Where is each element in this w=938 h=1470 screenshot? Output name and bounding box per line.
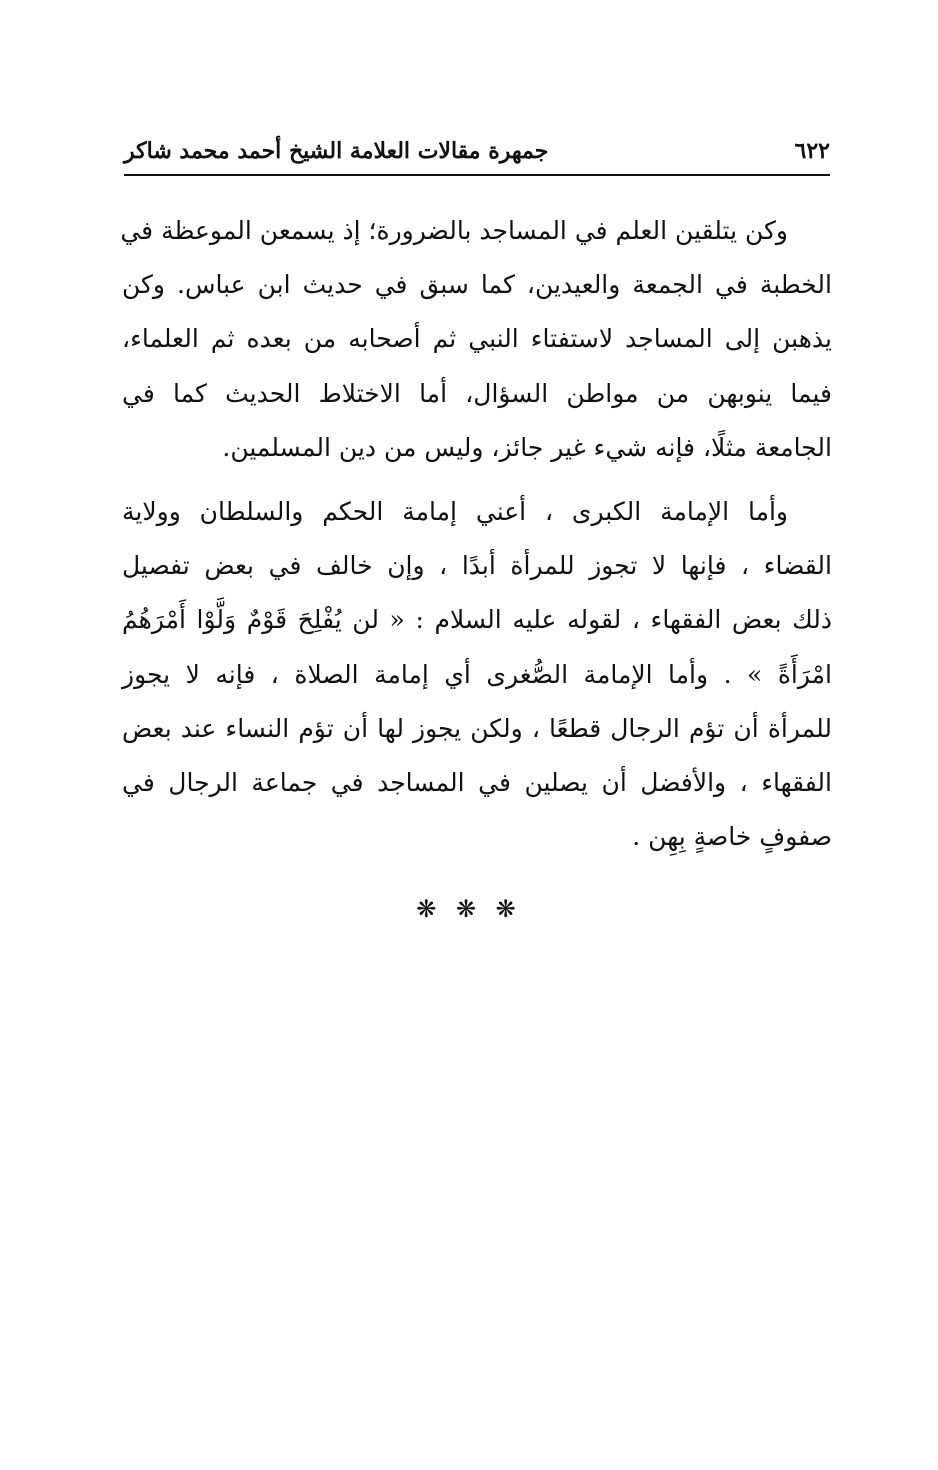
paragraph-2 xyxy=(122,485,832,864)
text-line: الفقهاء ، والأفضل أن يصلين في المساجد في جماعة الرجال في xyxy=(122,767,832,797)
text-line: الجامعة مثلًا، فإنه شيء غير جائز، وليس من دين المسلمين. xyxy=(222,432,832,462)
text-line: وأما الإمامة الكبرى ، أعني إمامة الحكم والسلطان وولاية xyxy=(122,496,788,526)
text-line: وكن يتلقين العلم في المساجد بالضرورة؛ إذ يسمعن الموعظة في xyxy=(120,216,788,245)
running-header xyxy=(124,130,830,176)
text-line: للمرأة أن تؤم الرجال قطعًا ، ولكن يجوز لها أن تؤم النساء عند بعض xyxy=(122,713,832,743)
text-line: القضاء ، فإنها لا تجوز للمرأة أبدًا ، وإن خالف في بعض تفصيل xyxy=(122,551,832,581)
text-line: صفوفٍ خاصةٍ بِهِن . xyxy=(632,822,832,852)
text-line: ذلك بعض الفقهاء ، لقوله عليه السلام : « لن يُفْلِحَ قَوْمٌ وَلَّوْا أَمْرَهُمُ xyxy=(122,605,832,635)
body-text xyxy=(122,204,832,864)
text-line: امْرَأَةً » . وأما الإمامة الصُّغرى أي إمامة الصلاة ، فإنه لا يجوز xyxy=(122,659,832,689)
text-line: الخطبة في الجمعة والعيدين، كما سبق في حديث ابن عباس. وكن xyxy=(122,270,832,300)
header-title: جمهرة مقالات العلامة الشيخ أحمد محمد شاكر xyxy=(124,138,549,164)
text-line: يذهبن إلى المساجد لاستفتاء النبي ثم أصحابه من بعده ثم العلماء، xyxy=(122,324,832,354)
paragraph-1 xyxy=(122,204,832,475)
text-line: فيما ينوبهن من مواطن السؤال، أما الاختلاط الحديث كما في xyxy=(122,378,832,408)
page-number: ٦٢٢ xyxy=(794,138,830,164)
section-ornament: ❋ ❋ ❋ xyxy=(416,895,522,923)
